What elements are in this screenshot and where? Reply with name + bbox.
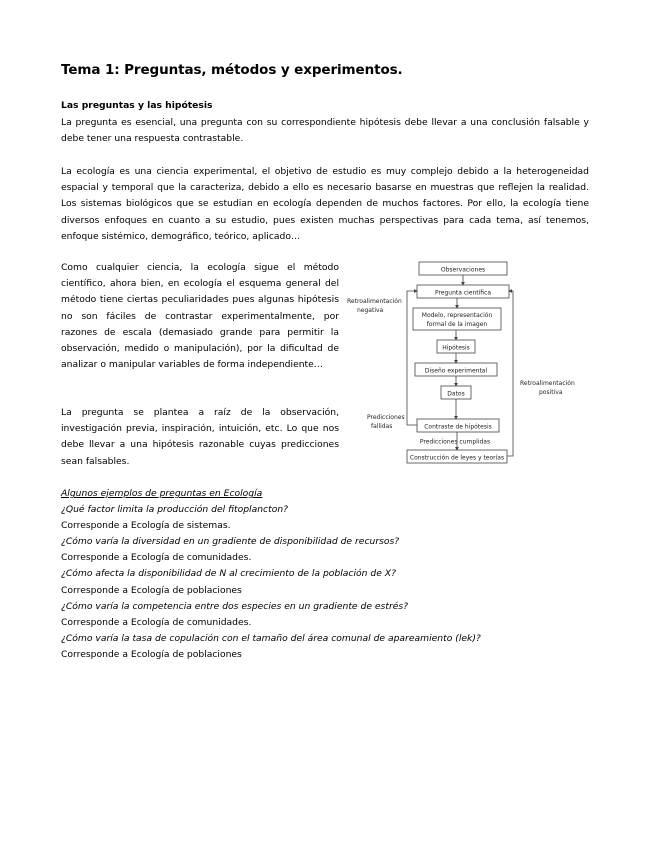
retro-pos-label-2: positiva	[539, 389, 563, 396]
example-question: ¿Cómo varía la diversidad en un gradiente de disponibilidad de recursos?	[61, 536, 400, 548]
example-question: ¿Cómo varía la competencia entre dos especies en un gradiente de estrés?	[61, 600, 409, 612]
question-paragraph: La pregunta se plantea a raíz de la observación, investigación previa, inspiración, intuición, etc. Lo que nos debe llevar a una hipótesis razonable cuyas predicciones sean falsables.	[61, 407, 339, 467]
box-datos-label: Datos	[447, 390, 465, 398]
page-title: Tema 1: Preguntas, métodos y experimentos.	[61, 62, 403, 78]
box-modelo-label-1: Modelo, representación	[421, 312, 493, 319]
example-answer: Corresponde a Ecología de sistemas.	[61, 520, 231, 532]
box-contraste-label: Contraste de hipótesis	[424, 423, 492, 431]
box-construccion-label: Construcción de leyes y teorías	[409, 454, 505, 462]
example-answer: Corresponde a Ecología de comunidades.	[61, 552, 252, 564]
scientific-method-diagram	[345, 257, 595, 472]
example-question: ¿Cómo varía la tasa de copulación con el tamaño del área comunal de apareamiento (lek)?	[61, 632, 481, 644]
section-heading: Las preguntas y las hipótesis	[61, 100, 213, 111]
loop-positive	[507, 291, 513, 456]
example-answer: Corresponde a Ecología de comunidades.	[61, 616, 252, 628]
examples-list	[61, 486, 601, 663]
retro-pos-label-1: Retroalimentación	[520, 380, 575, 387]
examples-heading: Algunos ejemplos de preguntas en Ecología	[61, 488, 263, 499]
predicciones-cumplidas-label: Predicciones cumplidas	[419, 438, 491, 446]
method-paragraph: Como cualquier ciencia, la ecología sigue el método científico, ahora bien, en ecología el esquema general del método tiene ciertas peculiaridades pues algunas hipótesis no son fáciles de contrastar experimentalmente, por razones de escala (demasiado grande para permitir la observación, medido o manipulación), por la dificultad de analizar o manipular variables de forma independiente…	[61, 262, 339, 371]
pred-fallidas-label-1: Predicciones	[367, 414, 405, 421]
pred-fallidas-label-2: fallidas	[371, 423, 393, 430]
box-pregunta-label: Pregunta científica	[434, 289, 492, 297]
box-observaciones-label: Observaciones	[440, 266, 486, 274]
example-answer: Corresponde a Ecología de poblaciones	[61, 584, 242, 596]
example-question: ¿Qué factor limita la producción del fitoplancton?	[61, 504, 289, 516]
ecology-paragraph: La ecología es una ciencia experimental, el objetivo de estudio es muy complejo debido a la heterogeneidad espacial y temporal que la caracteriza, debido a ello es necesario basarse en muestras que reflejen la realidad. Los sistemas biológicos que se estudian en ecología dependen de muchos factores. Por ello, la ecología tiene diversos enfoques en cuanto a su estudio, pues existen muchas perspectivas para cada tema, así tenemos, enfoque sistémico, demográfico, teórico, aplicado…	[61, 166, 589, 242]
retro-neg-label-2: negativa	[357, 307, 384, 314]
intro-paragraph: La pregunta es esencial, una pregunta con su correspondiente hipótesis debe llevar a una conclusión falsable y debe tener una respuesta contrastable.	[61, 117, 589, 145]
example-question: ¿Cómo afecta la disponibilidad de N al crecimiento de la población de X?	[61, 568, 396, 580]
retro-neg-label-1: Retroalimentación	[347, 298, 402, 305]
box-hipotesis-label: Hipótesis	[442, 344, 470, 352]
box-modelo-label-2: formal de la imagen	[426, 321, 488, 328]
example-answer: Corresponde a Ecología de poblaciones	[61, 648, 242, 660]
box-diseno-label: Diseño experimental	[424, 367, 488, 375]
